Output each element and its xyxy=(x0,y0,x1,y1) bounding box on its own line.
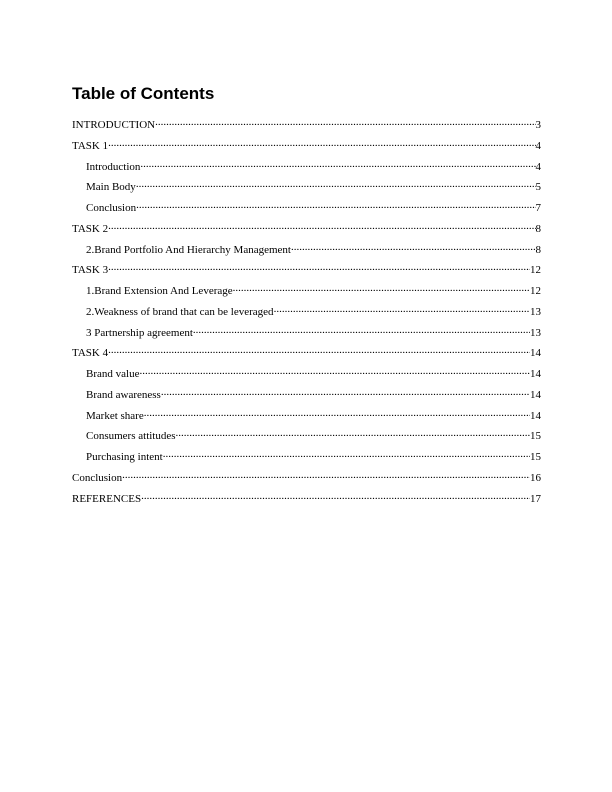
toc-entry[interactable] xyxy=(72,199,541,220)
toc-entry-page-number: 17 xyxy=(530,492,541,505)
toc-entry-page-number: 5 xyxy=(535,181,541,194)
dot-leader xyxy=(108,261,530,273)
toc-entry[interactable] xyxy=(72,158,541,179)
dot-leader xyxy=(136,178,536,190)
toc-entry[interactable] xyxy=(72,303,541,324)
dot-leader xyxy=(108,344,530,356)
dot-leader xyxy=(291,241,536,253)
toc-entry-page-number: 3 xyxy=(535,119,541,131)
toc-entry[interactable] xyxy=(72,282,541,303)
dot-leader xyxy=(233,282,530,294)
toc-entry[interactable] xyxy=(72,344,541,365)
toc-entry-page-number: 7 xyxy=(535,202,541,214)
toc-entry-label: 2.Weakness of brand that can be leveraged xyxy=(86,305,274,318)
toc-entry-label: Brand awareness xyxy=(86,388,161,401)
toc-entry-page-number: 13 xyxy=(530,305,541,318)
toc-entry[interactable] xyxy=(72,407,541,428)
toc-entry[interactable] xyxy=(72,490,541,511)
dot-leader xyxy=(193,324,530,336)
toc-entry-page-number: 14 xyxy=(530,368,541,380)
dot-leader xyxy=(122,469,530,481)
dot-leader xyxy=(163,448,530,460)
toc-entry-label: INTRODUCTION xyxy=(72,119,156,131)
toc-entry-label: Purchasing intent xyxy=(86,451,163,463)
toc-entry-page-number: 12 xyxy=(530,285,541,297)
toc-title: Table of Contents xyxy=(72,84,215,103)
dot-leader xyxy=(139,365,530,377)
toc-entry[interactable] xyxy=(72,116,541,137)
toc-entry-page-number: 15 xyxy=(530,451,541,463)
toc-entry-label: TASK 3 xyxy=(72,264,109,277)
toc-entry[interactable] xyxy=(72,365,541,386)
toc-entry[interactable] xyxy=(72,178,541,199)
dot-leader xyxy=(155,116,535,128)
toc-entry-page-number: 8 xyxy=(535,243,541,256)
toc-entry-page-number: 4 xyxy=(535,139,541,152)
toc-entry[interactable] xyxy=(72,448,541,469)
dot-leader xyxy=(108,137,535,149)
toc-entry[interactable] xyxy=(72,137,541,158)
toc-entry-label: Conclusion xyxy=(72,471,123,484)
toc-entry-label: Introduction xyxy=(86,160,141,173)
toc-entry-label: REFERENCES xyxy=(72,492,142,505)
toc-entry[interactable] xyxy=(72,261,541,282)
dot-leader xyxy=(144,407,530,419)
dot-leader xyxy=(161,386,530,398)
toc-entry-page-number: 8 xyxy=(535,222,541,235)
toc-entry-label: Conclusion xyxy=(86,202,137,214)
toc-entry-page-number: 16 xyxy=(530,471,541,484)
toc-entry[interactable] xyxy=(72,427,541,448)
toc-entry-label: TASK 1 xyxy=(72,139,109,152)
toc-entry[interactable] xyxy=(72,324,541,345)
toc-entry[interactable] xyxy=(72,386,541,407)
toc-entry-label: Consumers attitudes xyxy=(86,430,176,443)
toc-entry-label: 3 Partnership agreement xyxy=(86,326,193,339)
toc-entry-page-number: 12 xyxy=(530,264,541,277)
toc-entry[interactable] xyxy=(72,241,541,262)
toc-list xyxy=(72,116,541,510)
toc-entry-page-number: 15 xyxy=(530,430,541,443)
dot-leader xyxy=(136,199,535,211)
dot-leader xyxy=(141,490,530,502)
toc-entry-label: 1.Brand Extension And Leverage xyxy=(86,285,233,297)
dot-leader xyxy=(274,303,530,315)
dot-leader xyxy=(108,220,535,232)
toc-entry-label: TASK 2 xyxy=(72,222,109,235)
toc-entry-label: Market share xyxy=(86,409,144,422)
toc-entry-label: 2.Brand Portfolio And Hierarchy Management xyxy=(86,243,291,256)
toc-entry-page-number: 4 xyxy=(535,160,541,173)
toc-entry[interactable] xyxy=(72,220,541,241)
dot-leader xyxy=(176,427,530,439)
toc-entry-page-number: 14 xyxy=(530,388,541,401)
toc-entry-label: Main Body xyxy=(86,181,136,194)
toc-entry[interactable] xyxy=(72,469,541,490)
dot-leader xyxy=(140,158,535,170)
toc-entry-page-number: 14 xyxy=(530,409,541,422)
toc-entry-page-number: 13 xyxy=(530,326,541,339)
toc-entry-label: TASK 4 xyxy=(72,347,109,360)
toc-entry-label: Brand value xyxy=(86,368,140,380)
toc-entry-page-number: 14 xyxy=(530,347,541,360)
